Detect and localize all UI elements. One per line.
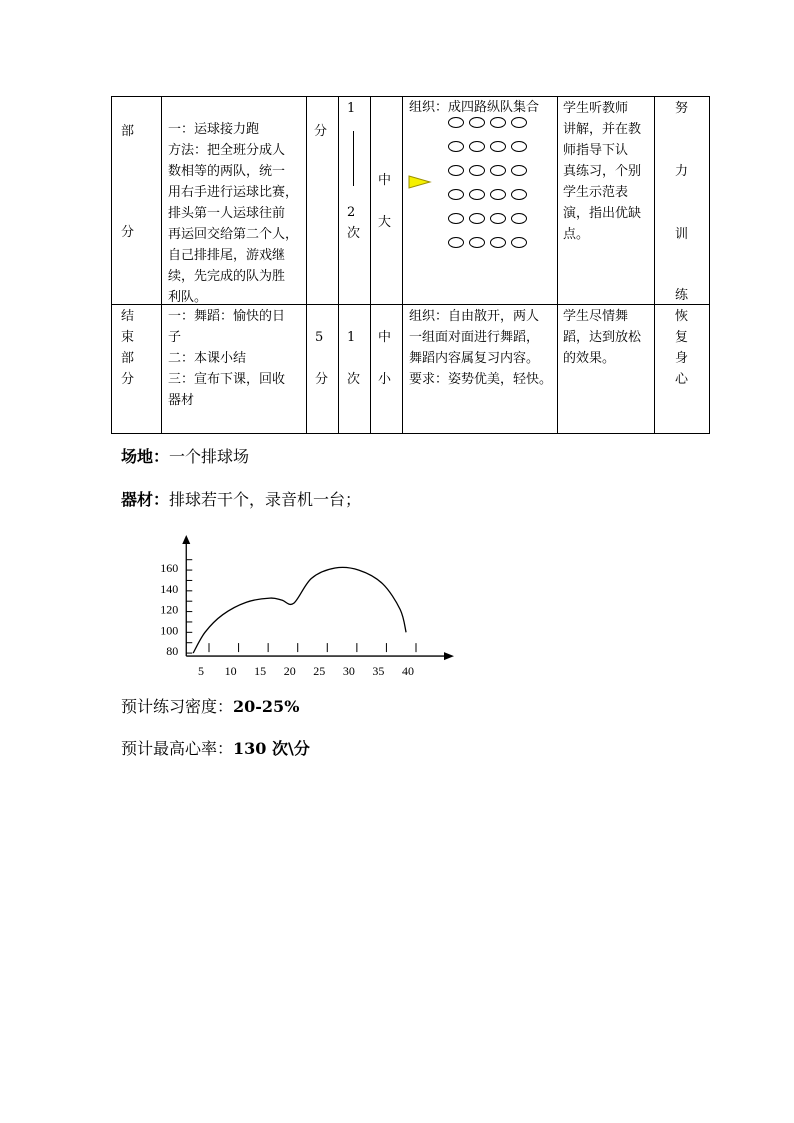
x-axis-arrow	[444, 652, 454, 660]
organization-text: 组织：自由散开，两人 一组面对面进行舞蹈， 舞蹈内容属复习内容。 要求：姿势优美，轻快。	[409, 309, 553, 387]
y-tick-label: 140	[160, 581, 179, 596]
heart-rate-value: 130 次\分	[233, 739, 310, 758]
goal-cell	[655, 97, 710, 305]
count-cell	[339, 97, 371, 305]
x-tick-label: 30	[342, 664, 355, 679]
goal-cell	[655, 305, 710, 434]
goal-text: 恢 复 身 心	[675, 309, 689, 387]
flag-icon	[408, 175, 432, 189]
student-marker	[469, 117, 485, 128]
student-marker	[448, 165, 464, 176]
density-value: 20-25%	[233, 697, 300, 716]
count-bottom: 2 次	[347, 205, 361, 241]
student-marker	[448, 213, 464, 224]
content-cell	[162, 97, 307, 305]
y-tick-label: 80	[166, 644, 179, 658]
density-line	[121, 694, 299, 717]
student-marker	[490, 213, 506, 224]
student-marker	[469, 213, 485, 224]
student-marker	[511, 189, 527, 200]
student-marker	[469, 237, 485, 248]
density-label: 预计练习密度：	[121, 697, 234, 716]
heart-rate-label: 预计最高心率：	[121, 739, 234, 758]
x-tick-label: 35	[372, 664, 385, 679]
venue-line	[121, 444, 249, 467]
goal-char-1: 努	[675, 101, 689, 116]
student-activity-text: 学生听教师 讲解，并在教 师指导下认 真练习，个别 学生示范表 演，指出优缺 点。	[563, 101, 642, 242]
x-tick-label: 20	[283, 664, 296, 679]
x-tick-label: 15	[254, 664, 267, 679]
student-activity-text: 学生尽情舞 蹈，达到放松 的效果。	[563, 309, 642, 366]
lesson-plan-table	[111, 96, 710, 434]
student-marker	[490, 141, 506, 152]
student-marker	[469, 165, 485, 176]
x-tick-label: 40	[402, 664, 414, 679]
chart-axes	[182, 535, 454, 660]
student-marker	[490, 117, 506, 128]
section-label-bottom: 分	[121, 225, 135, 240]
content-text: 一：舞蹈：愉快的日 子 二：本课小结 三：宣布下课，回收 器材	[168, 309, 286, 408]
section-label: 结 束 部 分	[121, 309, 135, 387]
content-cell	[162, 305, 307, 434]
y-axis-arrow	[182, 535, 190, 544]
time-unit: 分	[314, 124, 328, 139]
organization-cell	[403, 305, 558, 434]
heart-rate-chart	[140, 530, 470, 682]
x-tick-label: 10	[224, 664, 237, 679]
student-activity-cell	[558, 305, 655, 434]
count-top: 1	[347, 101, 356, 116]
student-marker	[448, 237, 464, 248]
x-tick-label: 25	[313, 664, 326, 679]
student-marker	[511, 213, 527, 224]
student-marker	[511, 165, 527, 176]
student-marker	[490, 165, 506, 176]
student-marker	[511, 141, 527, 152]
equipment-line	[121, 487, 361, 510]
organization-cell	[403, 97, 558, 305]
student-marker	[448, 189, 464, 200]
intensity-cell	[371, 97, 403, 305]
count-cell	[339, 305, 371, 434]
time-cell	[307, 97, 339, 305]
venue-label: 场地：	[121, 447, 170, 466]
section-cell	[112, 97, 162, 305]
chart-ticks	[160, 560, 416, 678]
y-tick-label: 120	[160, 602, 179, 617]
intensity-text: 中 大	[378, 173, 392, 230]
intensity-cell	[371, 305, 403, 434]
student-marker	[448, 117, 464, 128]
heart-rate-curve	[193, 567, 406, 653]
organization-title: 组织：成四路纵队集合	[409, 100, 540, 115]
goal-char-2: 力	[675, 164, 689, 179]
student-marker	[448, 141, 464, 152]
table-row-ending-part	[112, 305, 710, 434]
count-text: 1 次	[347, 330, 361, 387]
table-row-main-part	[112, 97, 710, 305]
section-label-top: 部	[121, 124, 135, 139]
time-cell	[307, 305, 339, 434]
student-marker	[469, 189, 485, 200]
student-marker	[490, 189, 506, 200]
equipment-value: 排球若干个，录音机一台；	[169, 490, 362, 509]
goal-char-4: 练	[675, 288, 689, 303]
student-marker	[469, 141, 485, 152]
goal-char-3: 训	[675, 227, 689, 242]
student-marker	[490, 237, 506, 248]
heart-rate-line	[121, 736, 310, 759]
student-marker	[511, 237, 527, 248]
venue-value: 一个排球场	[169, 447, 250, 466]
count-range-line	[353, 131, 354, 186]
y-tick-label: 160	[160, 561, 179, 575]
student-activity-cell	[558, 97, 655, 305]
time-text: 5 分	[315, 330, 329, 387]
equipment-label: 器材：	[121, 490, 170, 509]
student-marker	[511, 117, 527, 128]
content-text: 一：运球接力跑 方法：把全班分成人 数相等的两队，统一 用右手进行运球比赛， 排头第一人运球往前 再运回交给第二个人， 自己排排尾，游戏继 续，先完成的队为胜 利队。	[168, 122, 299, 305]
x-tick-label: 5	[198, 664, 204, 679]
section-cell	[112, 305, 162, 434]
intensity-text: 中 小	[378, 330, 392, 387]
y-tick-label: 100	[160, 623, 179, 638]
